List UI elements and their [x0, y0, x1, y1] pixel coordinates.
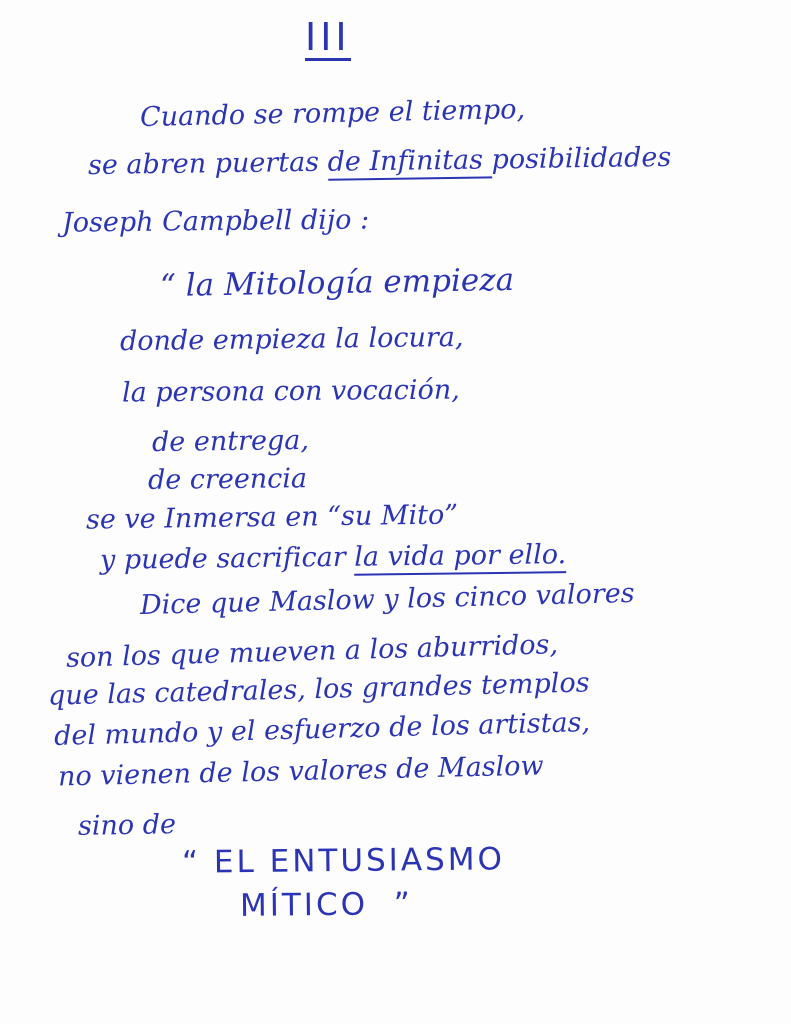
note-line-16: sino de — [77, 809, 177, 842]
note-line-10-underlined: la vida por ello. — [354, 539, 566, 576]
note-line-2-part-a: se abren puertas — [87, 146, 328, 182]
note-line-10-part-a: y puede sacrificar — [99, 541, 355, 576]
note-line-18: MÍTICO ” — [239, 886, 413, 924]
note-line-8: de creencia — [147, 463, 308, 496]
note-line-2-underlined: de Infinitas — [327, 144, 491, 180]
note-line-5: donde empieza la locura, — [119, 321, 464, 358]
note-line-7: de entrega, — [151, 424, 310, 459]
note-line-2 — [87, 141, 672, 182]
note-line-2-part-c: posibilidades — [491, 141, 672, 176]
note-line-12: son los que mueven a los aburridos, — [65, 629, 559, 674]
note-line-15: no vienen de los valores de Maslow — [57, 750, 544, 793]
note-line-4: “ la Mitología empieza — [159, 261, 515, 305]
note-line-17: “ EL ENTUSIASMO — [181, 841, 506, 881]
note-line-10 — [100, 541, 566, 574]
note-line-11: Dice que Maslow y los cinco valores — [139, 577, 635, 622]
note-line-3: Joseph Campbell dijo : — [61, 204, 370, 239]
note-line-14: del mundo y el esfuerzo de los artistas, — [53, 706, 591, 753]
note-line-1: Cuando se rompe el tiempo, — [139, 93, 526, 134]
note-line-13: que las catedrales, los grandes templos — [47, 667, 590, 712]
page-title: III — [305, 15, 351, 59]
note-line-9: se ve Inmersa en “su Mito” — [85, 499, 459, 536]
note-line-6: la persona con vocación, — [121, 374, 460, 409]
